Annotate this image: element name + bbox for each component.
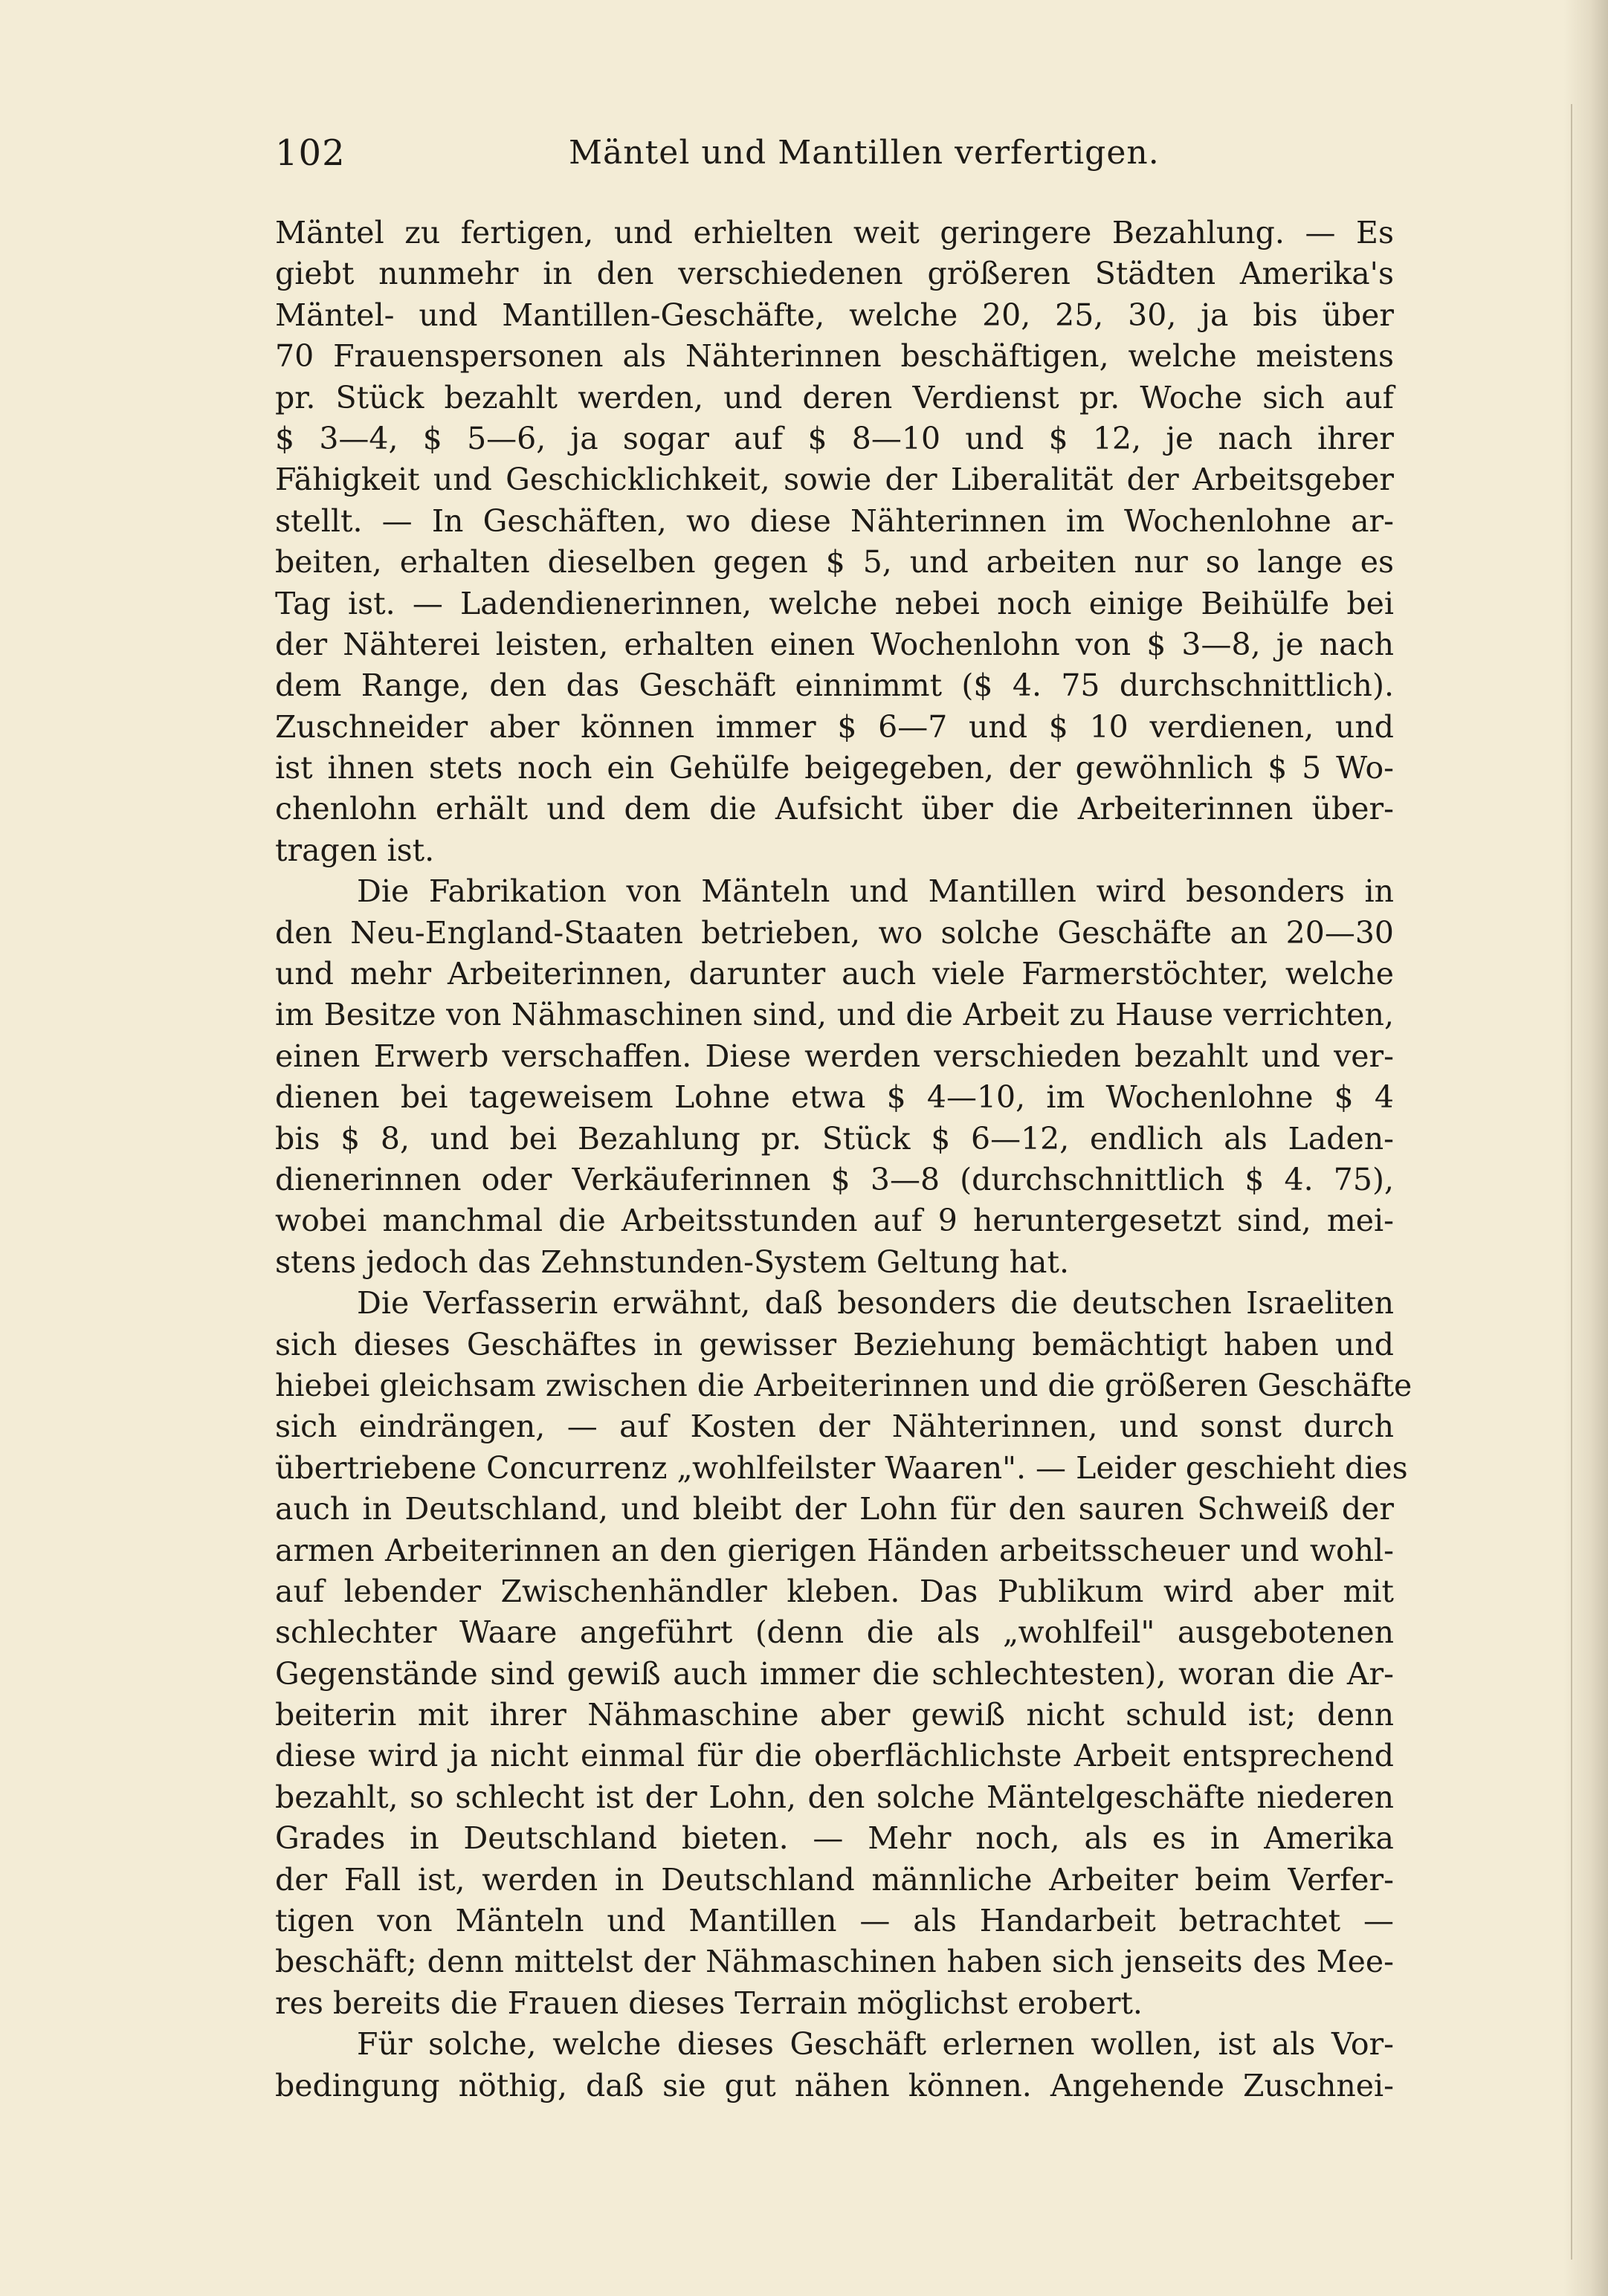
text-line: wobei manchmal die Arbeitsstunden auf 9 heruntergesetzt sind, mei- bbox=[275, 1203, 1394, 1239]
text-line: im Besitze von Nähmaschinen sind, und die Arbeit zu Hause verrichten, bbox=[275, 997, 1394, 1033]
text-line: bis $ 8, und bei Bezahlung pr. Stück $ 6—12, endlich als Laden- bbox=[275, 1120, 1394, 1157]
page-header bbox=[275, 132, 1390, 184]
text-line: einen Erwerb verschaffen. Diese werden verschieden bezahlt und ver- bbox=[275, 1038, 1394, 1074]
text-line: Gegenstände sind gewiß auch immer die schlechtesten), woran die Ar- bbox=[275, 1655, 1394, 1692]
text-line: ist ihnen stets noch ein Gehülfe beigegeben, der gewöhnlich $ 5 Wo- bbox=[275, 750, 1394, 786]
text-line: bezahlt, so schlecht ist der Lohn, den solche Mäntelgeschäfte niederen bbox=[275, 1779, 1394, 1815]
page-number: 102 bbox=[275, 132, 346, 174]
text-line: chenlohn erhält und dem die Aufsicht über die Arbeiterinnen über- bbox=[275, 791, 1394, 827]
text-line: den Neu-England-Staaten betrieben, wo solche Geschäfte an 20—30 bbox=[275, 914, 1394, 951]
text-line: 70 Frauenspersonen als Nähterinnen beschäftigen, welche meistens bbox=[275, 338, 1394, 375]
text-line: stellt. — In Geschäften, wo diese Nähterinnen im Wochenlohne ar- bbox=[275, 502, 1394, 539]
page-edge bbox=[1571, 104, 1572, 2260]
page-edge-shadow bbox=[1563, 0, 1608, 2296]
text-line: der Fall ist, werden in Deutschland männliche Arbeiter beim Verfer- bbox=[275, 1861, 1394, 1898]
text-line: Die Verfasserin erwähnt, daß besonders die deutschen Israeliten bbox=[357, 1285, 1394, 1322]
text-line: auch in Deutschland, und bleibt der Lohn für den sauren Schweiß der bbox=[275, 1491, 1394, 1527]
text-line: pr. Stück bezahlt werden, und deren Verdienst pr. Woche sich auf bbox=[275, 379, 1394, 415]
text-line: Mäntel zu fertigen, und erhielten weit geringere Bezahlung. — Es bbox=[275, 215, 1394, 250]
text-line: Mäntel- und Mantillen-Geschäfte, welche 20, 25, 30, ja bis über bbox=[275, 297, 1394, 333]
text-line: beschäft; denn mittelst der Nähmaschinen haben sich jenseits des Mee- bbox=[275, 1944, 1394, 1980]
text-line: dienerinnen oder Verkäuferinnen $ 3—8 (durchschnittlich $ 4. 75), bbox=[275, 1161, 1394, 1197]
text-line: stens jedoch das Zehnstunden-System Geltung hat. bbox=[275, 1244, 1069, 1280]
text-line: beiterin mit ihrer Nähmaschine aber gewiß nicht schuld ist; denn bbox=[275, 1697, 1394, 1733]
text-line: Grades in Deutschland bieten. — Mehr noch, als es in Amerika bbox=[275, 1820, 1394, 1857]
text-line: Tag ist. — Ladendienerinnen, welche nebei noch einige Beihülfe bei bbox=[275, 585, 1394, 621]
text-line: giebt nunmehr in den verschiedenen größeren Städten Amerika's bbox=[275, 256, 1394, 292]
running-head: Mäntel und Mantillen verfertigen. bbox=[569, 134, 1160, 172]
text-line: sich dieses Geschäftes in gewisser Beziehung bemächtigt haben und bbox=[275, 1326, 1394, 1362]
text-line: sich eindrängen, — auf Kosten der Nähterinnen, und sonst durch bbox=[275, 1409, 1394, 1445]
text-line: tigen von Mänteln und Mantillen — als Handarbeit betrachtet — bbox=[275, 1903, 1394, 1939]
text-line: schlechter Waare angeführt (denn die als „wohlfeil" ausgebotenen bbox=[275, 1614, 1394, 1651]
text-line: bedingung nöthig, daß sie gut nähen können. Angehende Zuschnei- bbox=[275, 2067, 1394, 2103]
text-line: Für solche, welche dieses Geschäft erlernen wollen, ist als Vor- bbox=[357, 2026, 1394, 2063]
text-line: res bereits die Frauen dieses Terrain möglichst erobert. bbox=[275, 1985, 1143, 2021]
text-line: diese wird ja nicht einmal für die oberflächlichste Arbeit entsprechend bbox=[275, 1738, 1394, 1774]
text-line: auf lebender Zwischenhändler kleben. Das Publikum wird aber mit bbox=[275, 1573, 1394, 1609]
text-line: Zuschneider aber können immer $ 6—7 und $ 10 verdienen, und bbox=[275, 708, 1394, 745]
text-line: und mehr Arbeiterinnen, darunter auch viele Farmerstöchter, welche bbox=[275, 956, 1394, 992]
text-line: Die Fabrikation von Mänteln und Mantillen wird besonders in bbox=[357, 873, 1394, 910]
text-line: der Nähterei leisten, erhalten einen Wochenlohn von $ 3—8, je nach bbox=[275, 626, 1394, 662]
body-text bbox=[275, 213, 1412, 2106]
text-line: hiebei gleichsam zwischen die Arbeiterinnen und die größeren Geschäfte bbox=[275, 1367, 1412, 1403]
text-line: Fähigkeit und Geschicklichkeit, sowie der Liberalität der Arbeitsgeber bbox=[275, 462, 1394, 498]
text-line: armen Arbeiterinnen an den gierigen Händen arbeitsscheuer und wohl- bbox=[275, 1532, 1394, 1568]
text-line: dem Range, den das Geschäft einnimmt ($ 4. 75 durchschnittlich). bbox=[275, 667, 1394, 704]
text-line: tragen ist. bbox=[275, 832, 435, 868]
text-line: beiten, erhalten dieselben gegen $ 5, und arbeiten nur so lange es bbox=[275, 544, 1394, 581]
text-line: $ 3—4, $ 5—6, ja sogar auf $ 8—10 und $ 12, je nach ihrer bbox=[275, 420, 1394, 456]
text-line: dienen bei tageweisem Lohne etwa $ 4—10, im Wochenlohne $ 4 bbox=[275, 1079, 1394, 1116]
text-line: übertriebene Concurrenz „wohlfeilster Waaren". — Leider geschieht dies bbox=[275, 1449, 1408, 1486]
